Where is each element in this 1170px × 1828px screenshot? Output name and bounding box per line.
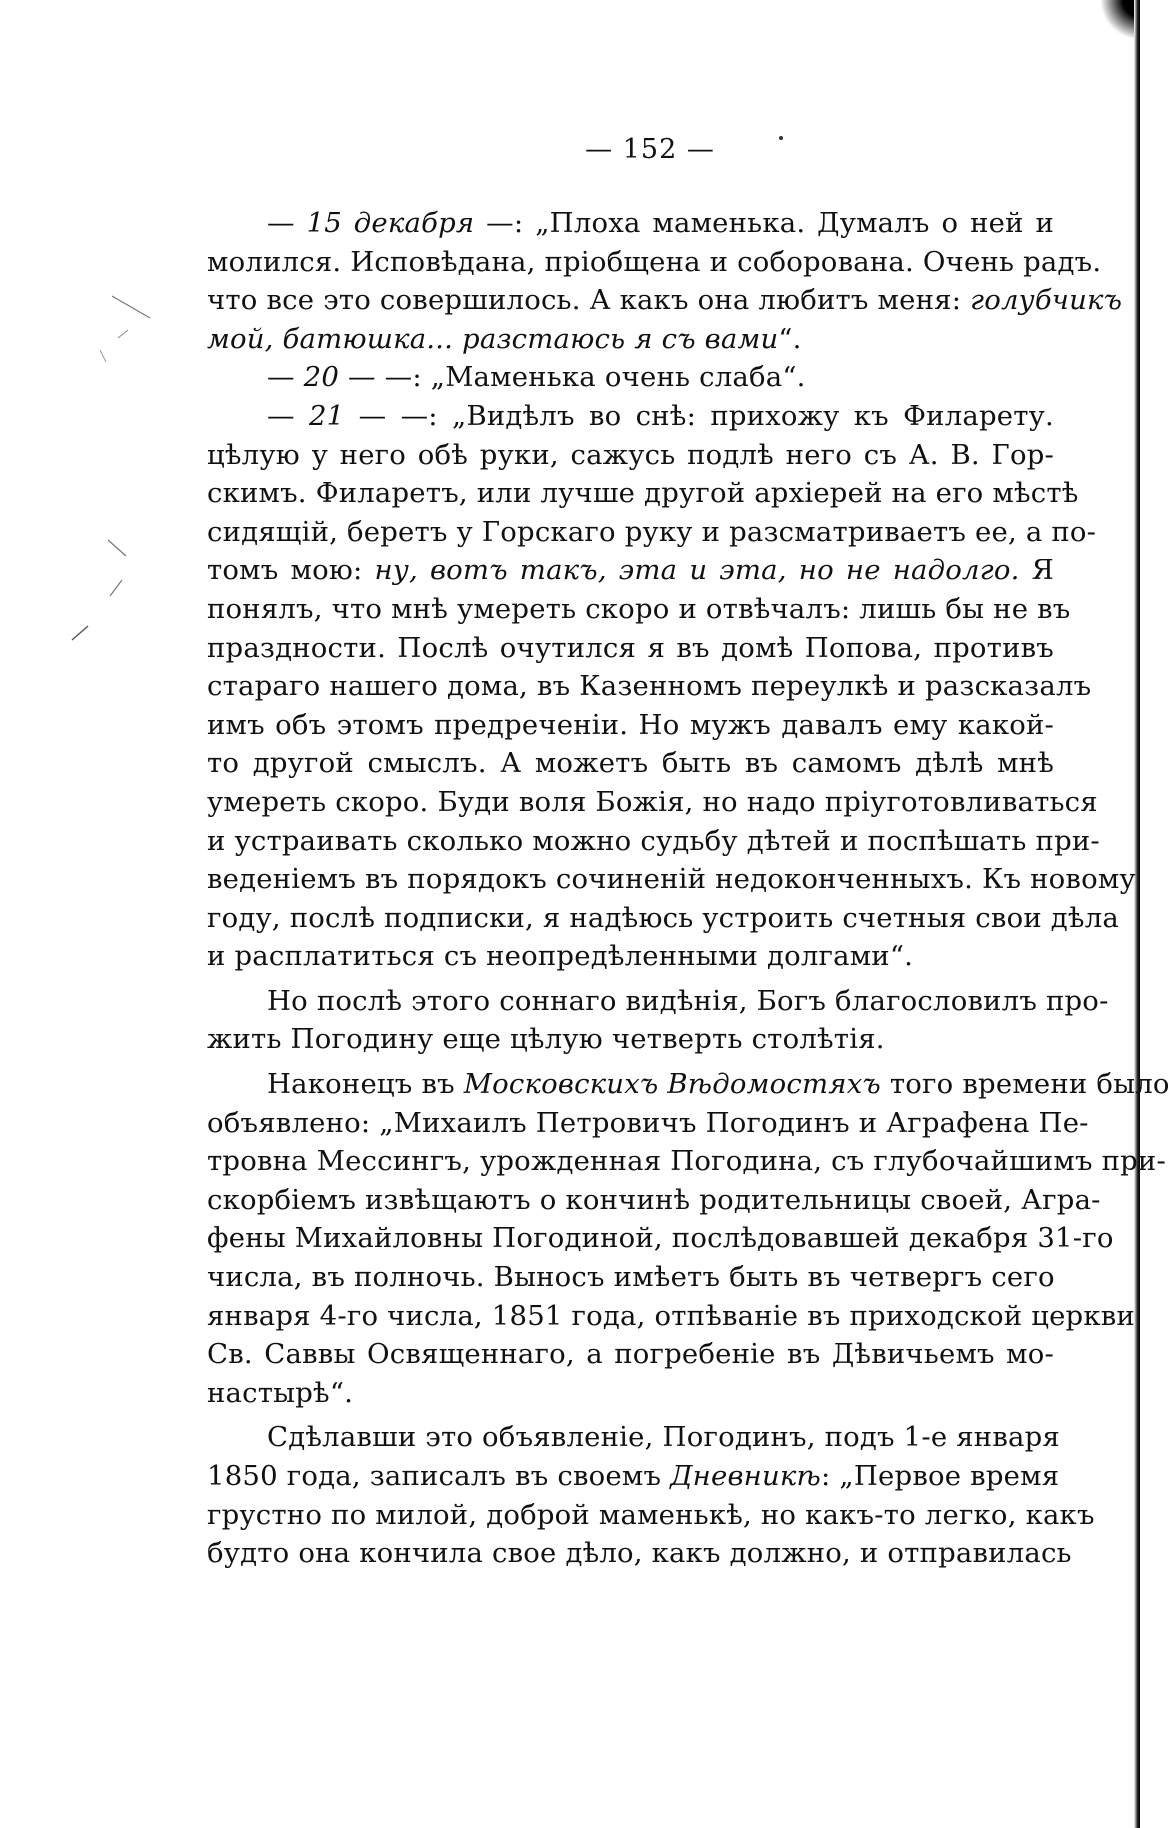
text-line (207, 1219, 1114, 1258)
italic-segment: Дневникѣ (670, 1460, 821, 1492)
text-segment: цѣлую у него обѣ руки, сажусь подлѣ него съ А. В. Гор- (207, 438, 1054, 471)
text-line (207, 783, 1098, 822)
text-line (207, 397, 1054, 436)
text-segment: стараго нашего дома, въ Казенномъ переулкѣ и разсказалъ (207, 670, 1092, 703)
text-line (207, 860, 1136, 899)
text-segment: умереть скоро. Буди воля Божія, но надо пріуготовливаться (207, 785, 1098, 818)
text-segment: Но послѣ этого соннаго видѣнія, Богъ благословилъ про- (267, 984, 1109, 1017)
text-segment: числа, въ полночь. Выносъ имѣетъ быть въ четвергъ сего (207, 1261, 1055, 1294)
italic-segment: мой, батюшка... разстаюсь я съ вами (207, 322, 779, 355)
text-segment: праздности. Послѣ очутился я въ домѣ Попова, противъ (207, 631, 1054, 664)
text-segment: Наконецъ въ (267, 1068, 464, 1101)
print-speck (779, 136, 783, 140)
text-line (207, 513, 1097, 552)
text-line (207, 1335, 1054, 1374)
text-segment: Сдѣлавши это объявленіе, Погодинъ, подъ 1-е января (267, 1421, 1060, 1454)
text-segment: томъ мою: (207, 554, 375, 587)
text-line (207, 358, 1054, 397)
margin-mark-5 (110, 580, 122, 596)
page-number: — 152 — (585, 134, 715, 165)
text-segment: и расплатиться съ неопредѣленными долгами“. (207, 940, 914, 973)
italic-segment: голубчикъ (970, 284, 1123, 317)
text-segment: фены Михайловны Погодиной, послѣдовавшей декабря 31-го (207, 1222, 1114, 1255)
text-segment: — —: „Видѣлъ во снѣ: прихожу къ Филарету. (344, 399, 1054, 432)
page-edge-shadow (1134, 0, 1140, 1828)
text-line (207, 744, 1054, 783)
text-segment: году, послѣ подписки, я надѣюсь устроить счетныя свои дѣла (207, 901, 1119, 934)
text-line (207, 1457, 1060, 1496)
text-segment: будто она кончила свое дѣло, какъ должно, и отправилась (207, 1537, 1072, 1570)
text-line (207, 474, 1079, 513)
text-segment: сидящій, беретъ у Горскаго руку и разсматриваетъ ее, а по- (207, 515, 1097, 548)
text-line (207, 937, 1054, 976)
text-segment: января 4-го числа, 1851 года, отпѣваніе въ приходской церкви (207, 1299, 1135, 1332)
text-line (207, 1142, 1166, 1181)
text-segment: — —: „Маменька очень слаба“. (339, 361, 806, 394)
text-line (207, 1496, 1095, 1535)
margin-mark-4 (108, 540, 126, 556)
text-segment: Св. Саввы Освященнаго, а погребеніе въ Дѣвичьемъ мо- (207, 1338, 1054, 1371)
text-segment: —: „Плоха маменька. Думалъ о ней и (474, 207, 1054, 239)
text-line (207, 667, 1092, 706)
text-line (207, 1181, 1101, 1220)
margin-mark-2 (118, 330, 128, 338)
text-line (207, 281, 1123, 320)
body-text (207, 204, 1170, 1573)
margin-mark-6 (72, 626, 88, 640)
italic-segment: Московскихъ Вѣдомостяхъ (463, 1068, 881, 1101)
text-segment: веденіемъ въ порядокъ сочиненій недоконченныхъ. Къ новому (207, 863, 1136, 896)
italic-segment: ну, вотъ такъ, эта и эта, но не надолго. (374, 554, 1020, 587)
text-segment: — (267, 361, 304, 394)
text-segment: объявлено: „Михаилъ Петровичъ Погодинъ и Аграфена Пе- (207, 1106, 1089, 1139)
text-segment: и устраивать сколько можно судьбу дѣтей и поспѣшать при- (207, 824, 1100, 857)
text-line (207, 1297, 1135, 1336)
text-line (207, 204, 1054, 243)
text-line (207, 1258, 1054, 1297)
text-line (207, 1065, 1170, 1104)
text-line (207, 1374, 1054, 1413)
italic-segment: 20 (303, 361, 340, 394)
text-line (207, 1020, 1054, 1059)
text-segment: то другой смыслъ. А можетъ быть въ самомъ дѣлѣ мнѣ (207, 747, 1054, 780)
text-segment: понялъ, что мнѣ умереть скоро и отвѣчалъ: лишь бы не въ (207, 592, 1071, 625)
text-segment: настырѣ“. (207, 1376, 354, 1409)
text-segment: тровна Мессингъ, урожденная Погодина, съ глубочайшимъ при- (207, 1145, 1166, 1178)
text-segment: — (267, 207, 307, 239)
italic-segment: 21 (308, 399, 345, 432)
italic-segment: 15 декабря (306, 207, 475, 239)
text-line (207, 629, 1054, 668)
text-segment: скимъ. Филаретъ, или лучше другой архіерей на его мѣстѣ (207, 477, 1079, 510)
text-line (207, 899, 1119, 938)
text-segment: скорбіемъ извѣщаютъ о кончинѣ родительницы своей, Агра- (207, 1183, 1101, 1216)
text-line (207, 982, 1109, 1021)
text-line (207, 590, 1071, 629)
text-segment: жить Погодину еще цѣлую четверть столѣтія. (207, 1023, 885, 1056)
text-line (207, 1418, 1060, 1457)
text-segment: — (267, 399, 309, 432)
text-segment: молился. Исповѣдана, пріобщена и соборована. Очень радъ. (207, 245, 1102, 278)
text-segment: Я (1019, 554, 1054, 587)
text-line (207, 1534, 1072, 1573)
text-segment: что все это совершилось. А какъ она любитъ меня: (207, 284, 971, 317)
text-line (207, 320, 1054, 359)
text-line (207, 822, 1100, 861)
text-line (207, 706, 1054, 745)
text-segment: 1850 года, записалъ въ своемъ (207, 1460, 671, 1492)
margin-mark-3 (100, 350, 106, 362)
text-line (207, 1104, 1089, 1143)
margin-mark-1 (112, 296, 150, 318)
text-segment: “. (778, 322, 802, 355)
text-segment: имъ объ этомъ предреченіи. Но мужъ давалъ ему какой- (207, 708, 1054, 741)
text-segment: грустно по милой, доброй маменькѣ, но какъ-то легко, какъ (207, 1498, 1095, 1531)
text-line (207, 436, 1054, 475)
text-segment: того времени было (880, 1068, 1170, 1101)
text-line (207, 243, 1102, 282)
text-segment: : „Первое время (821, 1460, 1060, 1492)
text-line (207, 551, 1054, 590)
